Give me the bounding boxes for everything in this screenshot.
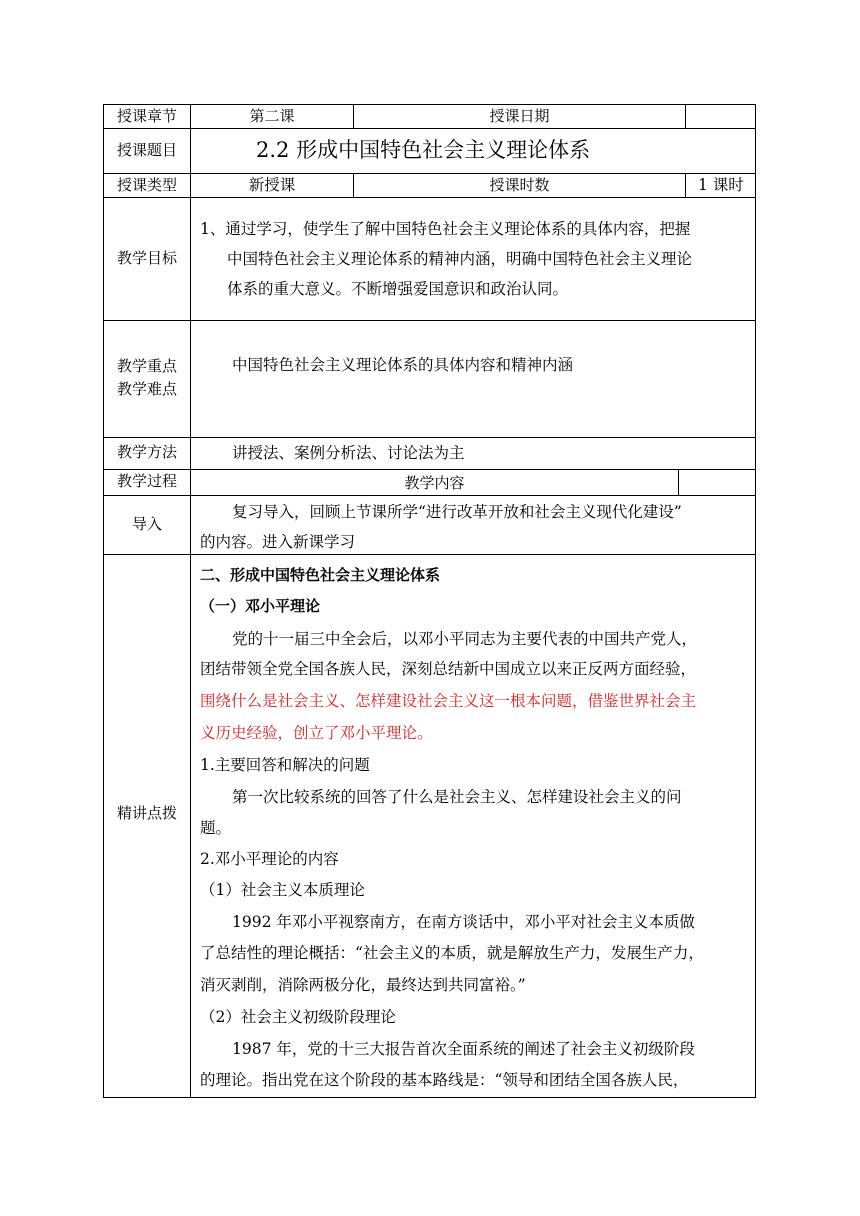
paragraph-line: 1987 年，党的十三大报告首次全面系统的阐述了社会主义初级阶段 [232,1040,695,1058]
topic-label: 授课题目 [116,141,177,159]
chapter-value: 第二课 [249,107,295,125]
objectives-label: 教学目标 [116,249,177,267]
key-points-text: 中国特色社会主义理论体系的具体内容和精神内涵 [232,356,574,374]
intro-label: 导入 [131,515,162,533]
chapter-label: 授课章节 [116,107,177,125]
sub-point-title: （1）社会主义本质理论 [200,881,365,899]
methods-text: 讲授法、案例分析法、讨论法为主 [232,444,465,462]
key-points-label: 教学重点 [116,357,177,375]
intro-line-1: 复习导入，回顾上节课所学“进行改革开放和社会主义现代化建设” [232,503,682,521]
paragraph-line: 消灭剥削，消除两极分化，最终达到共同富裕。” [200,976,526,994]
paragraph-line: 题。 [200,819,232,837]
hours-value: 1 课时 [698,176,744,194]
paragraph-line: 第一次比较系统的回答了什么是社会主义、怎样建设社会主义的问 [232,788,682,806]
paragraph-line: 团结带领全党全国各族人民，深刻总结新中国成立以来正反两方面经验， [200,660,697,678]
content-header: 教学内容 [404,474,465,492]
point-title: 1.主要回答和解决的问题 [200,756,370,774]
hours-label: 授课时数 [489,176,550,194]
emphasis-line: 围绕什么是社会主义、怎样建设社会主义这一根本问题，借鉴世界社会主 [200,692,697,710]
paragraph-line: 的理论。指出党在这个阶段的基本路线是：“领导和团结全国各族人民， [200,1071,689,1089]
point-title: 2.邓小平理论的内容 [200,850,339,868]
objectives-line-1: 1、通过学习，使学生了解中国特色社会主义理论体系的具体内容，把握 [200,220,691,238]
objectives-line-3: 体系的重大意义。不断增强爱国意识和政治认同。 [227,280,569,298]
paragraph-line: 1992 年邓小平视察南方，在南方谈话中，邓小平对社会主义本质做 [232,913,695,931]
process-label: 教学过程 [116,472,177,490]
type-label: 授课类型 [116,176,177,194]
objectives-line-2: 中国特色社会主义理论体系的精神内涵，明确中国特色社会主义理论 [227,250,693,268]
type-value: 新授课 [248,176,296,194]
lecture-label: 精讲点拨 [116,804,177,822]
subsection-heading: （一）邓小平理论 [200,597,321,615]
section-heading: 二、形成中国特色社会主义理论体系 [200,566,441,584]
paragraph-line: 党的十一届三中全会后，以邓小平同志为主要代表的中国共产党人， [232,630,698,648]
topic-title: 2.2 形成中国特色社会主义理论体系 [256,138,591,162]
emphasis-line: 义历史经验，创立了邓小平理论。 [200,724,433,742]
difficult-points-label: 教学难点 [116,380,177,398]
sub-point-title: （2）社会主义初级阶段理论 [200,1008,396,1026]
intro-line-2: 的内容。进入新课学习 [200,533,356,551]
methods-label: 教学方法 [116,443,177,461]
date-label: 授课日期 [489,107,550,125]
paragraph-line: 了总结性的理论概括：“社会主义的本质，就是解放生产力，发展生产力， [200,944,704,962]
